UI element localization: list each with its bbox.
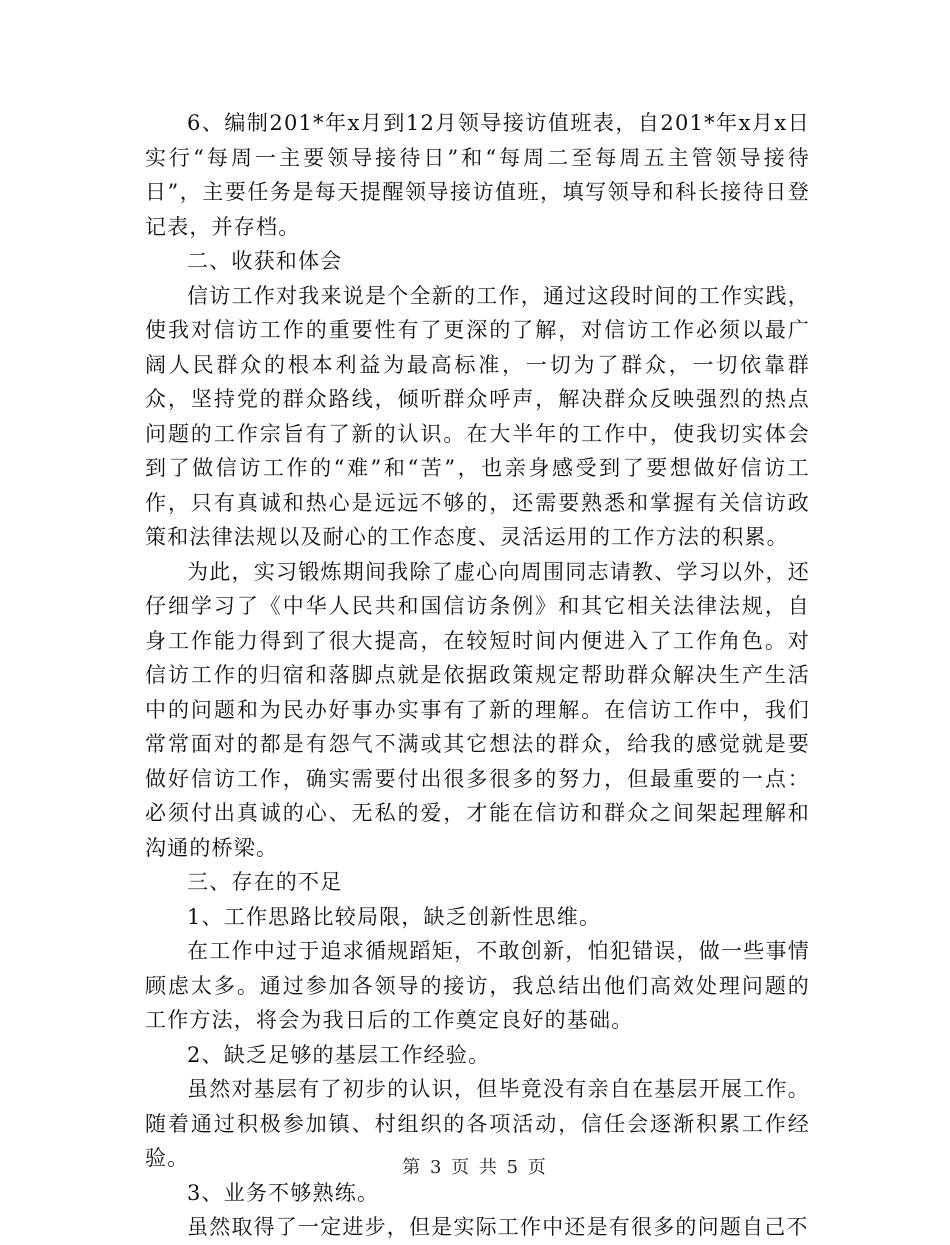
paragraph-gains-1: 信访工作对我来说是个全新的工作，通过这段时间的工作实践，使我对信访工作的重要性有了更深的了解，对信访工作必须以最广阔人民群众的根本利益为最高标准，一切为了群众，一切依靠群众，坚持党的群众路线，倾听群众呼声，解决群众反映强烈的热点问题的工作宗旨有了新的认识。在大半年的工作中，使我切实体会到了做信访工作的“难”和“苦”，也亲身感受到了要想做好信访工作，只有真诚和热心是远远不够的，还需要熟悉和掌握有关信访政策和法律法规以及耐心的工作态度、灵活运用的工作方法的积累。 (145, 283, 810, 549)
subheading-shortcoming-1: 1、工作思路比较局限，缺乏创新性思维。 (187, 904, 602, 929)
document-body (145, 106, 810, 1245)
subheading-shortcoming-2: 2、缺乏足够的基层工作经验。 (187, 1042, 491, 1067)
section-heading-shortcomings: 三、存在的不足 (187, 870, 343, 894)
paragraph-shortcoming-3: 虽然取得了一定进步，但是实际工作中还是有很多的问题自己不 (187, 1215, 809, 1239)
subheading-shortcoming-3: 3、业务不够熟练。 (187, 1180, 380, 1205)
paragraph-duty-schedule: 6、编制201*年x月到12月领导接访值班表，自201*年x月x日实行“每周一主要领导接待日”和“每周二至每周五主管领导接待日”，主要任务是每天提醒领导接访值班，填写领导和科长接待日登记表，并存档。 (145, 111, 810, 239)
paragraph-shortcoming-1: 在工作中过于追求循规蹈矩，不敢创新，怕犯错误，做一些事情顾虑太多。通过参加各领导的接访，我总结出他们高效处理问题的工作方法，将会为我日后的工作奠定良好的基础。 (145, 939, 810, 1032)
paragraph-shortcoming-2: 虽然对基层有了初步的认识，但毕竟没有亲自在基层开展工作。随着通过积极参加镇、村组织的各项活动，信任会逐渐积累工作经验。 (145, 1077, 810, 1170)
paragraph-gains-2: 为此，实习锻炼期间我除了虚心向周围同志请教、学习以外，还仔细学习了《中华人民共和国信访条例》和其它相关法律法规，自身工作能力得到了很大提高，在较短时间内便进入了工作角色。对信访工作的归宿和落脚点就是依据政策规定帮助群众解决生产生活中的问题和为民办好事办实事有了新的理解。在信访工作中，我们常常面对的都是有怨气不满或其它想法的群众，给我的感觉就是要做好信访工作，确实需要付出很多很多的努力，但最重要的一点：必须付出真诚的心、无私的爱，才能在信访和群众之间架起理解和沟通的桥梁。 (145, 559, 810, 860)
section-heading-gains: 二、收获和体会 (187, 249, 343, 273)
page-number-footer: 第 3 页 共 5 页 (402, 1157, 548, 1178)
